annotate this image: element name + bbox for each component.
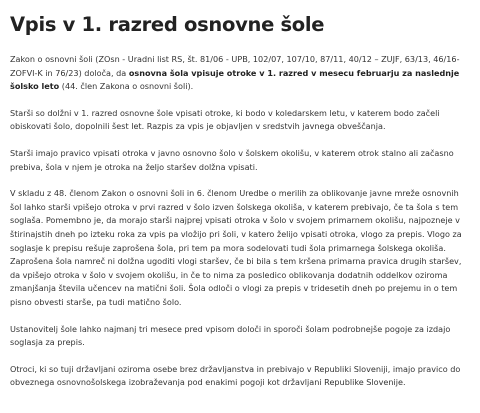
- paragraph-law-text-end: (44. člen Zakona o osnovni šoli).: [59, 81, 194, 92]
- paragraph-right: Starši imajo pravico vpisati otroka v javno osnovno šolo v šolskem okolišu, v katerem otrok stalno ali začasno prebiva, šola v njem je otroka na željo staršev dolžna vpisati.: [10, 147, 454, 172]
- paragraph-transfer: V skladu z 48. členom Zakon o osnovni šoli in 6. členom Uredbe o merilih za oblikovanje javne mreže osnovnih šol lahko starši vpišejo otroka v prvi razred v šolo izven šolskega okoliša, v katerem prebivajo, če ta šola s tem soglaša. Pomembno je, da morajo starši najprej vpisati otroka v šolo v svojem primarnem okolišu, najpozneje v štirinajstih dneh po izteku roka za vpis pa vložijo pri šoli, v katero želijo vpisati otroka, vlogo za prepis. Vlogo za soglasje k prepisu rešuje zaprošena šola, pri tem pa mora sodelovati tudi šola primarnega šolskega okoliša. Zaprošena šola namreč ni dolžna ugoditi vlogi staršev, če bi bila s tem kršena primarna pravica drugih staršev, da vpišejo otroka v šolo v svojem okolišu, in če to nima za posledico oblikovanja dodatnih oddelkov oziroma zmanjšanja števila učencev na matični šoli. Šola odloči o vlogi za prepis v tridesetih dneh po prejemu in o tem pisno obvesti starše, pa tudi matično šolo.: [10, 188, 462, 307]
- paragraph-law: [10, 53, 472, 94]
- paragraph-foreigners: Otroci, ki so tuji državljani oziroma osebe brez državljanstva in prebivajo v Republiki Sloveniji, imajo pravico do obveznega osnovnošolskega izobraževanja pod enakimi pogoji kot državljani Republike Slovenije.: [10, 363, 461, 388]
- paragraph-obligation: Starši so dolžni v 1. razred osnovne šole vpisati otroke, ki bodo v koledarskem letu, v katerem bodo začeli obiskovati šolo, dopolnili šest let. Razpis za vpis je objavljen v sredstvih javnega obveščanja.: [10, 107, 440, 132]
- paragraph-law-text-start: Zakon o osnovni šoli (ZOsn - Uradni list RS, št. 81/06 - UPB, 102/07, 107/10, 87/11, 40/12 – ZUJF, 63/13, 46/16-ZOFVI-K in 76/23) določa, da: [10, 54, 460, 78]
- paragraph-founder: Ustanovitelj šole lahko najmanj tri mesece pred vpisom določi in sporoči šolam podrobnejše pogoje za izdajo soglasja za prepis.: [10, 323, 451, 348]
- paragraph-law-bold: osnovna šola vpisuje otroke v 1. razred v mesecu februarju za naslednje šolsko leto: [10, 67, 460, 92]
- page-title: Vpis v 1. razred osnovne šole: [10, 13, 325, 36]
